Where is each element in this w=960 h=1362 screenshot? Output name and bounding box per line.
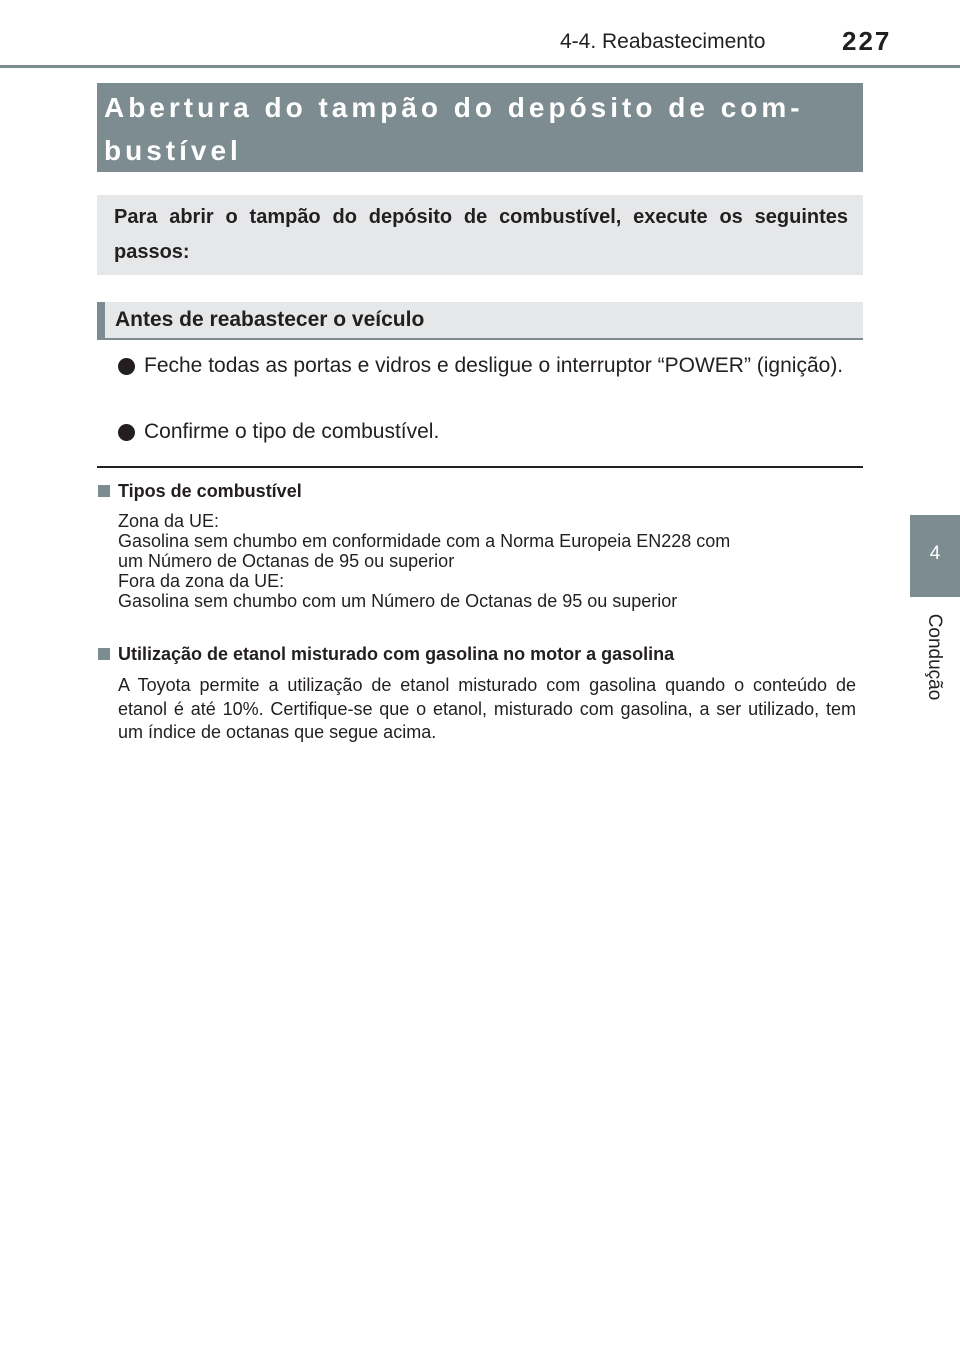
header-rule [0, 65, 960, 68]
fuel-types-line: Fora da zona da UE: [118, 571, 285, 591]
info-heading-text: Utilização de etanol misturado com gasolina no motor a gasolina [118, 644, 675, 664]
running-header-section: 4-4. Reabastecimento [560, 30, 766, 53]
fuel-types-body [118, 511, 856, 611]
page-title-line-1: Abertura do tampão do depósito de com- [104, 92, 804, 123]
bullet-dot-icon [118, 358, 135, 375]
page-title [104, 86, 854, 172]
chapter-tab: 4 [910, 515, 960, 597]
page-title-line-2: bustível [104, 135, 242, 166]
bullet-item [118, 416, 863, 448]
fuel-types-line: Gasolina sem chumbo em conformidade com a Norma Europeia EN228 com [118, 531, 731, 551]
info-heading-ethanol [98, 644, 674, 665]
fuel-types-line: Gasolina sem chumbo com um Número de Octanas de 95 ou superior [118, 591, 678, 611]
intro-text: Para abrir o tampão do depósito de combustível, execute os seguintes passos: [114, 206, 848, 263]
subsection-underline [97, 338, 863, 340]
bullet-text: Confirme o tipo de combustível. [144, 420, 440, 443]
bullet-dot-icon [118, 424, 135, 441]
bullet-text: Feche todas as portas e vidros e desligue o interruptor “POWER” (ignição). [144, 354, 844, 377]
info-heading-fuel-types [98, 481, 302, 502]
square-bullet-icon [98, 648, 110, 660]
page-number: 227 [842, 26, 892, 56]
separator-rule [97, 466, 863, 468]
fuel-types-line: Zona da UE: [118, 511, 220, 531]
info-heading-text: Tipos de combustível [118, 481, 302, 501]
chapter-label-container [914, 608, 944, 708]
fuel-types-line: um Número de Octanas de 95 ou superior [118, 551, 455, 571]
chapter-label: Condução [924, 613, 945, 701]
subsection-title: Antes de reabastecer o veículo [115, 308, 425, 331]
bullet-item [118, 350, 863, 382]
subsection-accent [97, 302, 105, 340]
square-bullet-icon [98, 485, 110, 497]
ethanol-paragraph: A Toyota permite a utilização de etanol misturado com gasolina quando o conteúdo de etanol é até 10%. Certifique-se que o etanol, misturado com gasolina, a ser utilizado, tem um índice de octanas que segue acima. [118, 675, 856, 742]
